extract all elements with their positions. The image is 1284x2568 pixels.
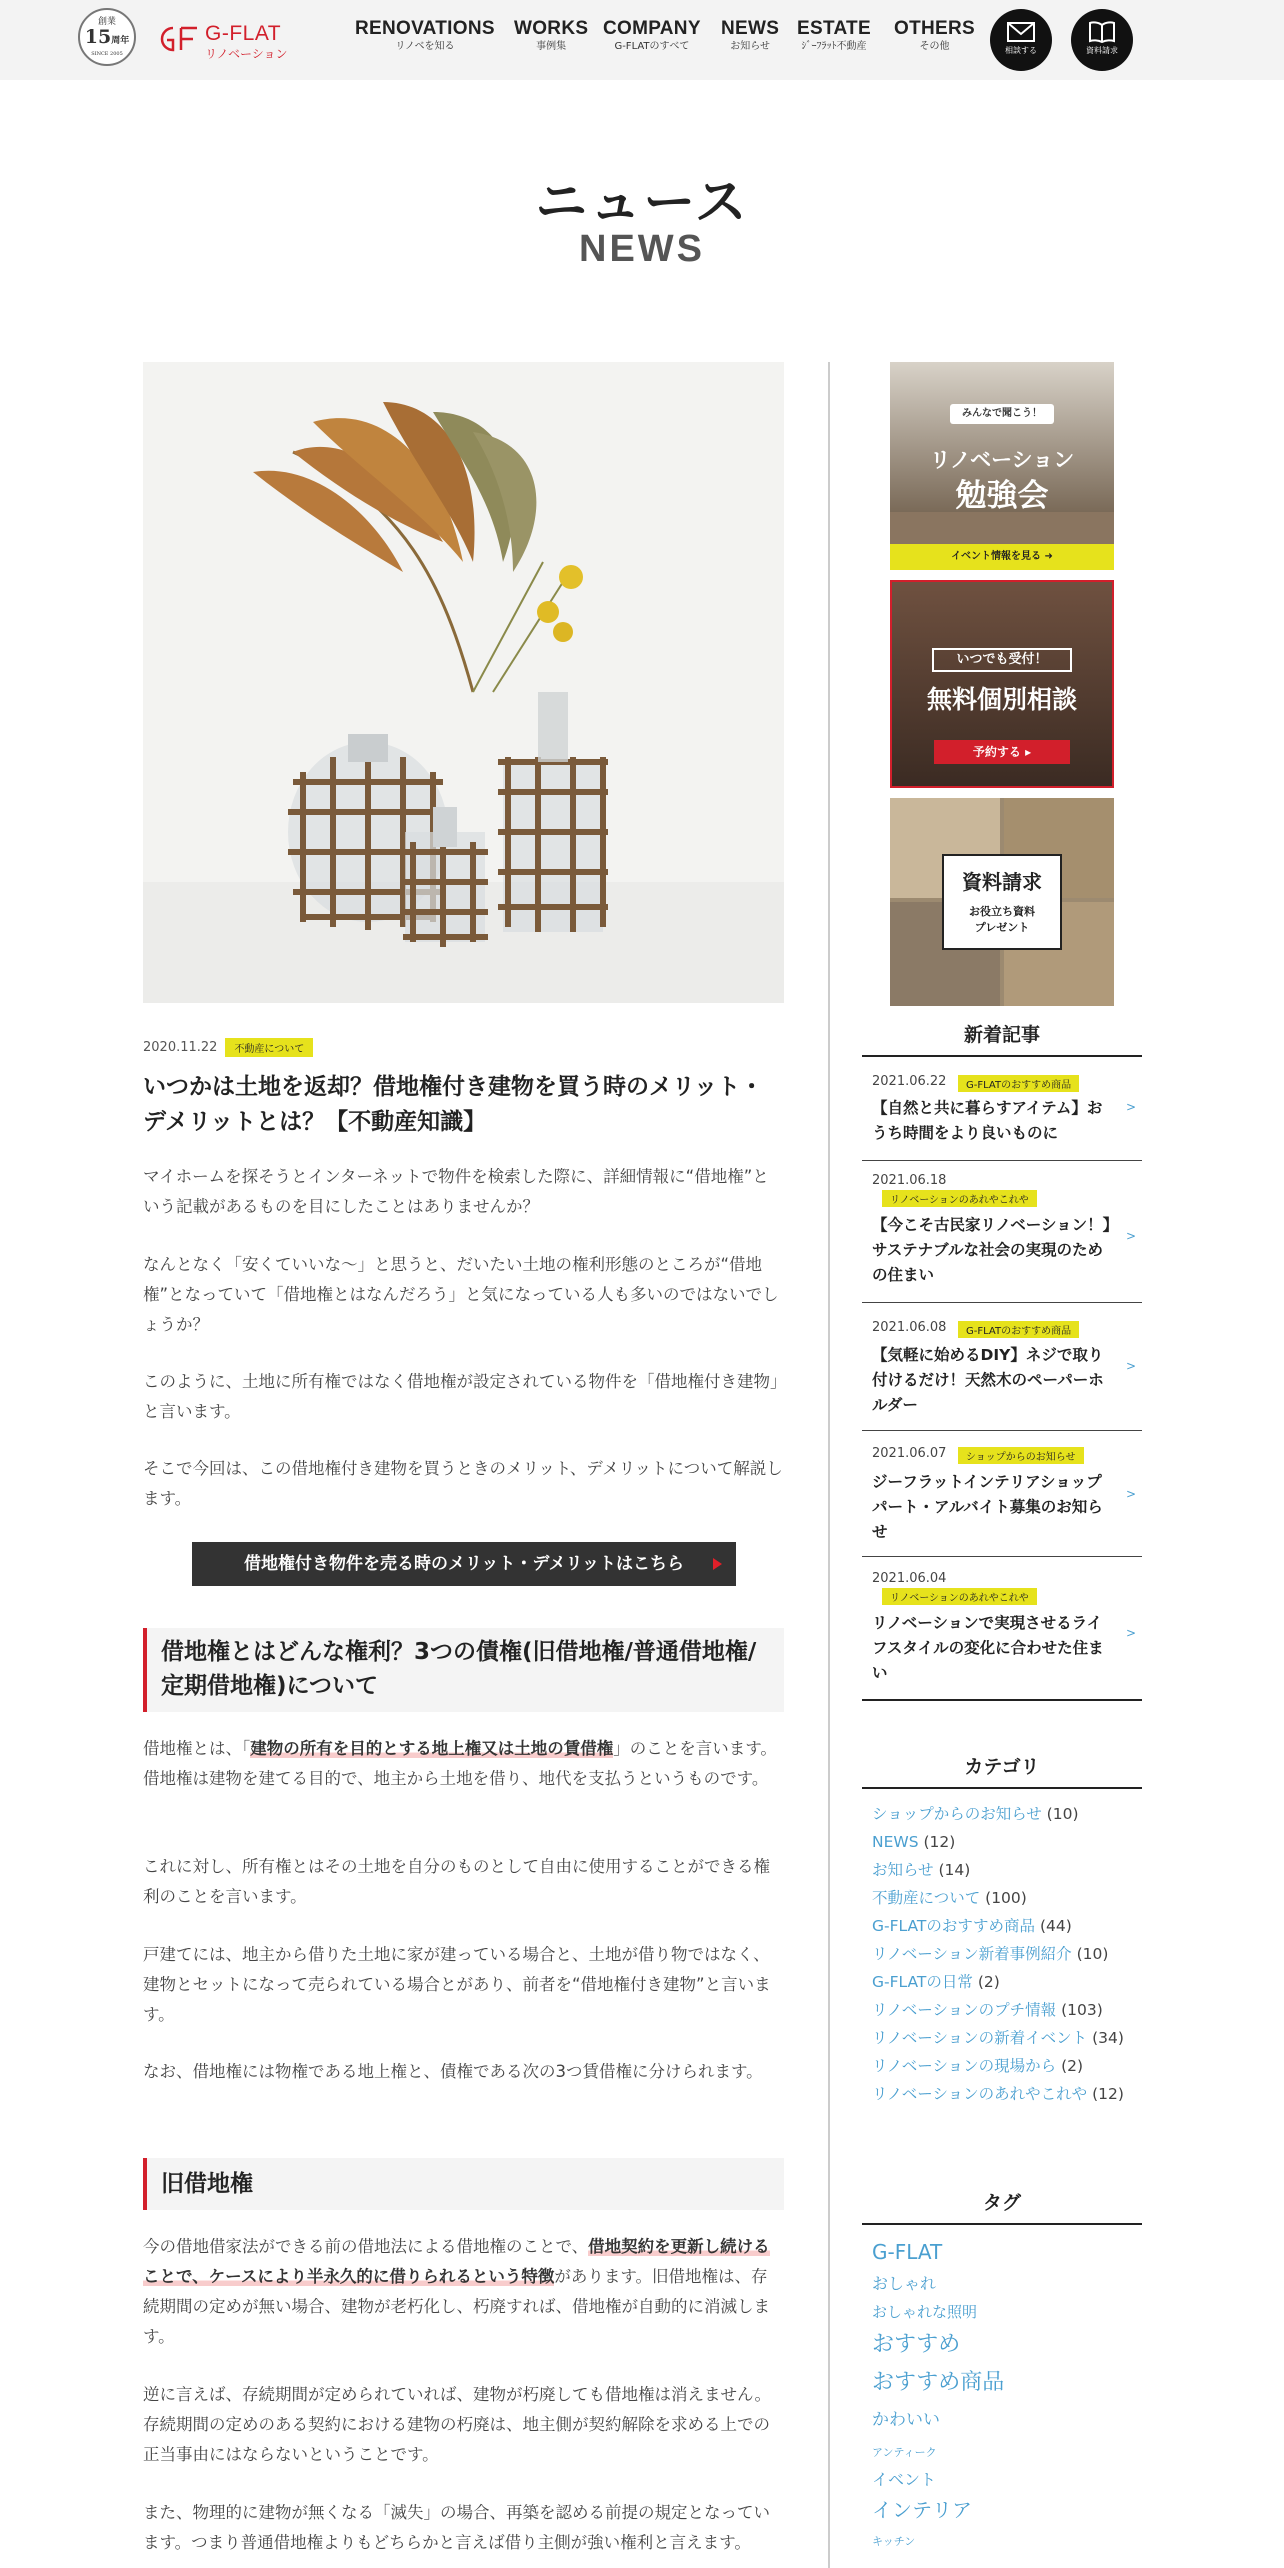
chevron-right-icon: > (1125, 1626, 1136, 1640)
category-link[interactable]: G-FLATのおすすめ商品 (44) (872, 1917, 1072, 1935)
tag-link[interactable]: おしゃれ (872, 2274, 937, 2293)
category-heading: カテゴリ (862, 1752, 1142, 1789)
vases-photo-illustration (143, 362, 784, 1003)
contact-label: 相談する (1005, 46, 1037, 55)
article-paragraph: このように、土地に所有権ではなく借地権が設定されている物件を「借地権付き建物」と言います。 (143, 1372, 779, 1421)
sell-merits-link-button[interactable] (192, 1542, 736, 1586)
logo-brand-text: G-FLAT (205, 22, 282, 45)
category-link[interactable]: G-FLATの日常 (2) (872, 1973, 1000, 1991)
badge-sub-text: SINCE 2005 (91, 51, 123, 57)
category-link[interactable]: リノベーション新着事例紹介 (10) (872, 1945, 1109, 1963)
article-paragraph: 逆に言えば、存続期間が定められていれば、建物が朽廃しても借地権は消えません。存続期間の定めのある契約における建物の朽廃は、地主側が契約解除を求める上での正当事由にはならないということです。 (143, 2385, 771, 2464)
banner-line1: リノベーション (929, 448, 1075, 472)
banner-line2: 勉強会 (955, 478, 1049, 514)
tag-link[interactable]: おすすめ (872, 2332, 961, 2357)
nav-estate[interactable]: ESTATE ｼﾞｰﾌﾗｯﾄ不動産 (797, 18, 871, 52)
category-link[interactable]: 不動産について (100) (872, 1889, 1027, 1907)
docs-label: 資料請求 (1086, 46, 1118, 55)
recent-posts-heading: 新着記事 (862, 1020, 1142, 1057)
arrow-right-icon (713, 1558, 722, 1570)
banner-cta: イベント情報を見る ➜ (890, 544, 1114, 570)
article-paragraph: これに対し、所有権とはその土地を自分のものとして自由に使用することができる権利のことを言います。 (143, 1857, 770, 1906)
tag-link[interactable]: キッチン (872, 2535, 916, 2548)
page-title-en: NEWS (579, 228, 705, 270)
category-link[interactable]: リノベーションのあれやこれや (12) (872, 2085, 1124, 2103)
chevron-right-icon: > (1125, 1359, 1136, 1373)
tag-link[interactable]: イベント (872, 2470, 937, 2489)
banner-docs-card: 資料請求 お役立ち資料 プレゼント (942, 854, 1062, 950)
recent-post-item[interactable]: 2021.06.18 リノベーションのあれやこれや 【今こそ古民家リノベーション！】サステナブルな社会の実現のための住まい > (862, 1161, 1142, 1303)
nav-news[interactable]: NEWS お知らせ (721, 18, 780, 52)
nav-renovations[interactable]: RENOVATIONS リノベを知る (355, 18, 495, 52)
logo-mark-icon (157, 22, 199, 56)
badge-top-text: 創業 (97, 17, 116, 27)
tag-link[interactable]: インテリア (872, 2498, 972, 2522)
site-logo[interactable] (157, 22, 297, 62)
category-list (872, 1800, 1142, 2108)
free-consult-banner[interactable] (890, 580, 1114, 788)
category-link[interactable]: リノベーションの現場から (2) (872, 2057, 1084, 2075)
chevron-right-icon: > (1125, 1100, 1136, 1114)
article-paragraph: そこで今回は、この借地権付き建物を買うときのメリット、デメリットについて解説します。 (143, 1459, 783, 1508)
category-link[interactable]: お知らせ (14) (872, 1861, 971, 1879)
article-paragraph: なんとなく「安くていいな〜」と思うと、だいたい土地の権利形態のところが“借地権”となっていて「借地権とはなんだろう」と気になっている人も多いのではないでしょうか？ (143, 1255, 779, 1334)
docs-request-button[interactable] (1071, 9, 1133, 71)
article-paragraph: なお、借地権には物権である地上権と、債権である次の3つ賃借権に分けられます。 (143, 2062, 763, 2081)
article-hero-image (143, 362, 784, 1003)
logo-sub-text: リノベーション (205, 47, 288, 61)
article-paragraph: 戸建てには、地主から借りた土地に家が建っている場合と、土地が借り物ではなく、建物とセットになって売られている場合とがあり、前者を“借地権付き建物”と言います。 (143, 1945, 771, 2024)
article-meta (143, 1037, 313, 1057)
tag-heading: タグ (862, 2188, 1142, 2225)
recent-post-item[interactable]: 2021.06.07 ショップからのお知らせ ジーフラットインテリアショップ パート・アルバイト募集のお知らせ > (862, 1431, 1142, 1557)
banner-tag: みんなで聞こう！ (950, 404, 1054, 424)
nav-others[interactable]: OTHERS その他 (894, 18, 975, 52)
subsection-heading: 旧借地権 (143, 2158, 784, 2210)
recent-post-item[interactable]: 2021.06.22 G-FLATのおすすめ商品 【自然と共に暮らすアイテム】おうち時間をより良いものに > (862, 1058, 1142, 1161)
category-link[interactable]: リノベーションの新着イベント (34) (872, 2029, 1124, 2047)
article-title: いつかは土地を返却？借地権付き建物を買う時のメリット・デメリットとは？【不動産知識】 (143, 1074, 764, 1135)
article-paragraph: 借地権とは、「建物の所有を目的とする地上権又は土地の賃借権」のことを言います。借地権は建物を建てる目的で、地主から土地を借り、地代を支払うというものです。 (143, 1739, 777, 1788)
category-link[interactable]: NEWS (12) (872, 1833, 956, 1851)
anniversary-badge (78, 8, 136, 66)
banner-main: 無料個別相談 (926, 685, 1077, 714)
category-link[interactable]: ショップからのお知らせ (10) (872, 1805, 1079, 1823)
tag-link[interactable]: おしゃれな照明 (872, 2303, 978, 2321)
banner-cta: 予約する ▸ (934, 740, 1070, 764)
nav-company[interactable]: COMPANY G-FLATのすべて (603, 18, 701, 52)
study-session-banner[interactable] (890, 362, 1114, 570)
mail-icon (1007, 21, 1035, 43)
site-header (0, 0, 1284, 80)
category-link[interactable]: リノベーションのプチ情報 (103) (872, 2001, 1103, 2019)
tag-link[interactable]: アンティーク (872, 2446, 937, 2459)
article-category-tag[interactable]: 不動産について (225, 1038, 313, 1057)
column-divider (828, 362, 830, 2568)
chevron-right-icon: > (1125, 1487, 1136, 1501)
cta-label: 借地権付き物件を売る時のメリット・デメリットはこちら (244, 1554, 684, 1574)
banner-tag: いつでも受付！ (932, 648, 1072, 672)
tag-link[interactable]: G-FLAT (872, 2240, 943, 2264)
docs-request-banner[interactable] (890, 798, 1114, 1006)
tag-link[interactable]: おすすめ商品 (872, 2370, 1005, 2395)
article-paragraph: マイホームを探そうとインターネットで物件を検索した際に、詳細情報に“借地権”という記載があるものを目にしたことはありませんか？ (143, 1167, 769, 1216)
chevron-right-icon: > (1125, 1229, 1136, 1243)
recent-post-item[interactable]: 2021.06.04 リノベーションのあれやこれや リノベーションで実現させるライフスタイルの変化に合わせた住まい > (862, 1557, 1142, 1701)
book-icon (1088, 21, 1116, 43)
article-paragraph: また、物理的に建物が無くなる「滅失」の場合、再築を認める前提の規定となっています。つまり普通借地権よりもどちらかと言えば借り主側が強い権利と言えます。 (143, 2503, 770, 2552)
section-heading: 借地権とはどんな権利？3つの債権(旧借地権/普通借地権/定期借地権)について (143, 1628, 784, 1712)
tag-link[interactable]: かわいい (872, 2410, 940, 2430)
article-date: 2020.11.22 (143, 1040, 218, 1055)
page-title-ja: ニュース (535, 173, 749, 233)
recent-post-item[interactable]: 2021.06.08 G-FLATのおすすめ商品 【気軽に始めるDIY】ネジで取り付けるだけ！天然木のペーパーホルダー > (862, 1303, 1142, 1431)
nav-works[interactable]: WORKS 事例集 (514, 18, 589, 52)
article-paragraph: 今の借地借家法ができる前の借地法による借地権のことで、借地契約を更新し続けることで、ケースにより半永久的に借りられるという特徴があります。旧借地権は、存続期間の定めが無い場合、建物が老朽化し、朽廃すれば、借地権が自動的に消滅します。 (143, 2237, 770, 2346)
contact-button[interactable] (990, 9, 1052, 71)
badge-number: 15周年 (84, 26, 130, 48)
